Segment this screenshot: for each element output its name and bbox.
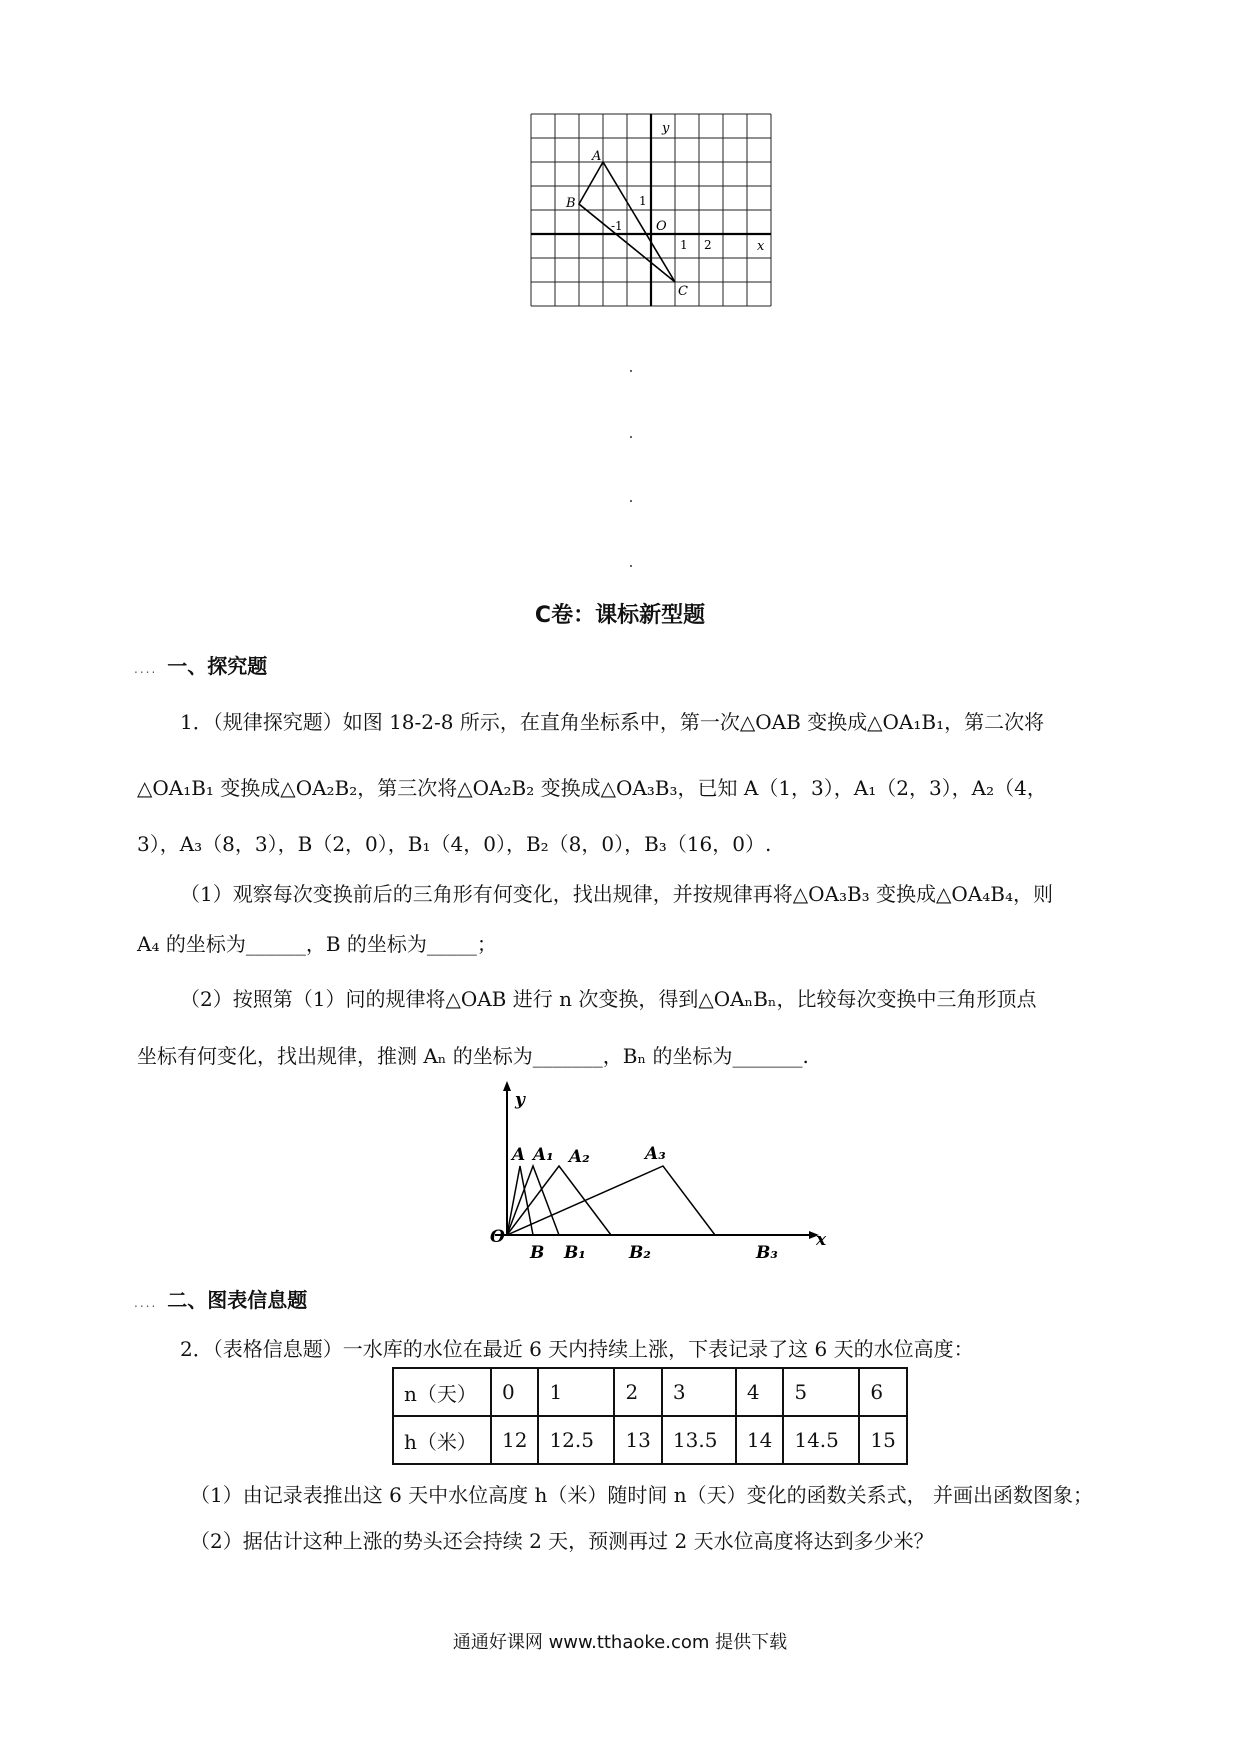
table-cell: 3 bbox=[662, 1368, 736, 1416]
fig2-y-label: y bbox=[515, 1090, 525, 1110]
q1-line-7: 坐标有何变化，找出规律，推测 Aₙ 的坐标为_______，Bₙ 的坐标为_______. bbox=[137, 1044, 809, 1068]
section-title: 一、探究题 bbox=[167, 654, 268, 678]
fig1-point-c: C bbox=[678, 284, 688, 299]
table-cell: 4 bbox=[736, 1368, 783, 1416]
q2-part-2: （2）据估计这种上涨的势头还会持续 2 天，预测再过 2 天水位高度将达到多少米？ bbox=[190, 1529, 934, 1553]
q1-line-6: （2）按照第（1）问的规律将△OAB 进行 n 次变换，得到△OAₙBₙ，比较每次变换中三角形顶点 bbox=[180, 987, 1037, 1011]
page-footer: 通通好课网 www.tthaoke.com 提供下载 bbox=[452, 1632, 788, 1653]
q1-line-4: （1）观察每次变换前后的三角形有何变化，找出规律，并按规律再将△OA₃B₃ 变换成△OA₄B₄，则 bbox=[180, 882, 1053, 906]
scan-dot bbox=[630, 565, 632, 567]
table-cell: 6 bbox=[859, 1368, 906, 1416]
table-cell: 12 bbox=[491, 1416, 538, 1464]
q1-line-2: △OA₁B₁ 变换成△OA₂B₂，第三次将△OA₂B₂ 变换成△OA₃B₃，已知 A（1，3），A₁（2，3），A₂（4， bbox=[137, 776, 1047, 800]
fig1-point-a: A bbox=[592, 149, 602, 164]
paper-title: C卷：课标新型题 bbox=[534, 603, 706, 628]
table-cell: 5 bbox=[783, 1368, 859, 1416]
fig1-tick-x-2: 2 bbox=[704, 238, 712, 252]
section-heading-2 bbox=[134, 1284, 307, 1313]
q1-line-1: 1．（规律探究题）如图 18-2-8 所示，在直角坐标系中，第一次△OAB 变换成△OA₁B₁，第二次将 bbox=[180, 710, 1045, 734]
fig1-origin-o: O bbox=[656, 219, 667, 234]
table-cell: 2 bbox=[614, 1368, 661, 1416]
fig2-point-a: A bbox=[512, 1145, 526, 1165]
fig2-point-b2: B₂ bbox=[629, 1243, 651, 1263]
section-title: 二、图表信息题 bbox=[167, 1288, 308, 1312]
table-cell: 15 bbox=[859, 1416, 906, 1464]
grid-triangle-figure bbox=[519, 112, 781, 316]
table-row bbox=[393, 1368, 907, 1416]
scan-dot bbox=[630, 500, 632, 502]
scan-dot bbox=[630, 436, 632, 438]
section-heading-1 bbox=[134, 650, 267, 679]
table-cell: 13.5 bbox=[662, 1416, 736, 1464]
fig1-point-b: B bbox=[566, 196, 576, 211]
fig1-tick-x-neg1: -1 bbox=[611, 219, 623, 233]
water-level-table bbox=[392, 1367, 908, 1465]
fig2-point-b: B bbox=[530, 1243, 545, 1263]
fig2-point-a2: A₂ bbox=[569, 1147, 590, 1167]
q1-line-3: 3），A₃（8，3），B（2，0），B₁（4，0），B₂（8，0），B₃（16，0）. bbox=[137, 832, 772, 856]
table-cell: 12.5 bbox=[538, 1416, 614, 1464]
fig1-tick-x-1: 1 bbox=[680, 238, 688, 252]
fig1-y-label: y bbox=[662, 121, 670, 136]
fig1-x-label: x bbox=[757, 239, 765, 254]
fig1-tick-y-1: 1 bbox=[639, 194, 647, 208]
triangle-transform-figure bbox=[473, 1075, 829, 1270]
fig2-point-b1: B₁ bbox=[564, 1243, 586, 1263]
scan-dot bbox=[630, 370, 632, 372]
table-row bbox=[393, 1416, 907, 1464]
fig2-point-b3: B₃ bbox=[756, 1243, 778, 1263]
table-cell: 0 bbox=[491, 1368, 538, 1416]
fig2-point-a3: A₃ bbox=[645, 1144, 666, 1164]
table-cell: 14.5 bbox=[783, 1416, 859, 1464]
fig2-x-label: x bbox=[816, 1230, 827, 1250]
q2-intro: 2．（表格信息题）一水库的水位在最近 6 天内持续上涨，下表记录了这 6 天的水位高度： bbox=[180, 1337, 974, 1361]
fig2-point-a1: A₁ bbox=[533, 1145, 554, 1165]
table-cell: 1 bbox=[538, 1368, 614, 1416]
table-cell: 14 bbox=[736, 1416, 783, 1464]
section-lead-dots: .... bbox=[134, 1296, 158, 1310]
q2-part-1: （1）由记录表推出这 6 天中水位高度 h（米）随时间 n（天）变化的函数关系式， 并画出函数图象； bbox=[190, 1483, 1093, 1507]
table-cell: n（天） bbox=[393, 1368, 491, 1416]
fig2-origin-o: O bbox=[490, 1227, 505, 1247]
q1-line-5: A₄ 的坐标为______，B 的坐标为_____； bbox=[137, 932, 497, 956]
table-cell: h（米） bbox=[393, 1416, 491, 1464]
section-lead-dots: .... bbox=[134, 662, 158, 676]
table-cell: 13 bbox=[614, 1416, 661, 1464]
